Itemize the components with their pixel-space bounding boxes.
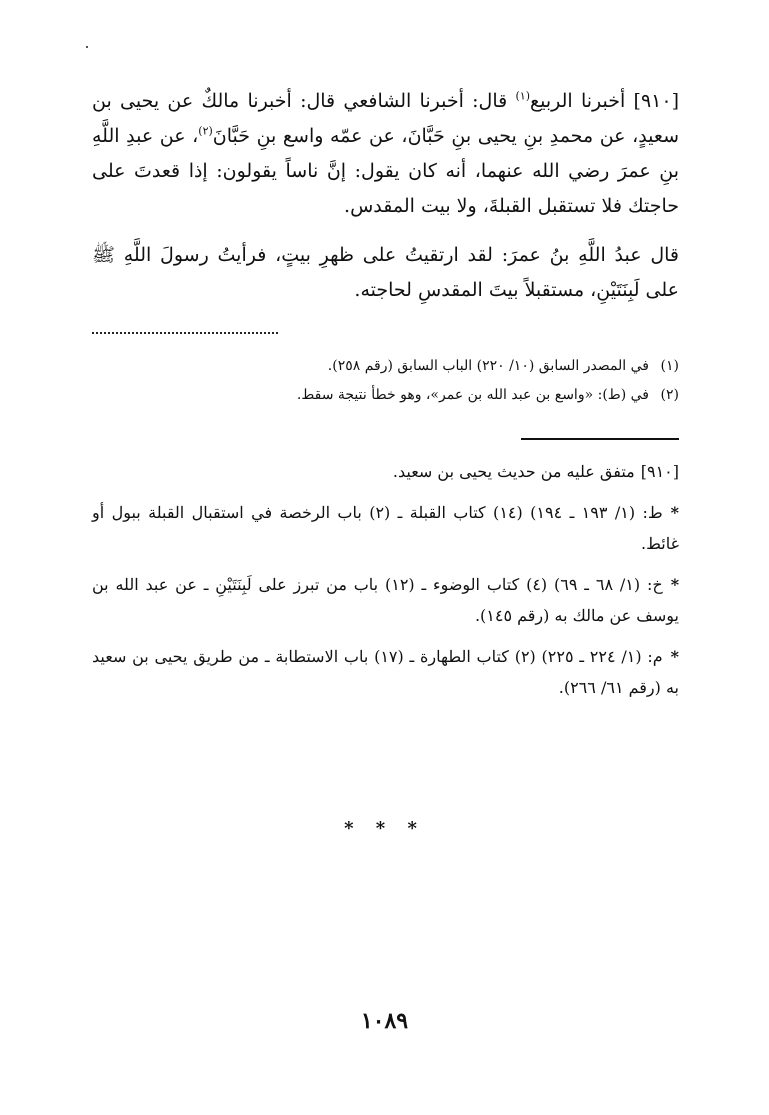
- hadith-paragraph-1: [92, 84, 679, 224]
- footnote-text: في (ط): «واسع بن عبد الله بن عمر»، وهو خطأ نتيجة سقط.: [296, 387, 649, 403]
- page-content: [92, 84, 679, 713]
- section-end-stars: * * *: [344, 818, 425, 839]
- page-number: ١٠٨٩: [360, 1008, 409, 1034]
- takhrij-separator: [521, 438, 679, 440]
- takhrij-section: [92, 456, 679, 703]
- hadith-text-part-2: قال: أخبرنا الشافعي قال: أخبرنا مالكٌ عن يحيى بن سعيدٍ، عن محمدِ بنِ يحيى بنِ حَبَّانَ، عن عمّه واسع بنِ حَبَّانَ: [92, 90, 680, 147]
- hadith-text-part-3: ، عن عبدِ اللَّهِ بنِ عمرَ رضي الله عنهما، أنه كان يقول: إنَّ ناساً يقولون: إذا قعدتَ على حاجتك فلا تستقبل القبلةَ، ولا بيت المقدس.: [92, 125, 679, 217]
- footnote-text: في المصدر السابق (١٠/ ٢٢٠) الباب السابق (رقم ٢٥٨).: [327, 358, 649, 374]
- takhrij-heading: [92, 456, 679, 487]
- hadith-paragraph-2: قال عبدُ اللَّهِ بنُ عمرَ: لقد ارتقيتُ على ظهرِ بيتٍ، فرأيتُ رسولَ اللَّهِ ﷺ على لَبِنَتَيْنِ، مستقبلاً بيتَ المقدسِ لحاجته.: [92, 244, 679, 301]
- star-bullet: *: [670, 503, 680, 522]
- footnote-separator: [92, 332, 278, 334]
- footnote-item: [92, 381, 679, 410]
- takhrij-item-text: م: (١/ ٢٢٤ ـ ٢٢٥) (٢) كتاب الطهارة ـ (١٧) باب الاستطابة ـ من طريق يحيى بن سعيد به (رقم ٦١/ ٢٦٦).: [92, 647, 679, 697]
- hadith-text-part-1: أخبرنا الربيع: [530, 90, 626, 112]
- footnote-ref-1: (١): [515, 89, 530, 103]
- footnote-ref-2: (٢): [198, 124, 213, 138]
- takhrij-item-text: ط: (١/ ١٩٣ ـ ١٩٤) (١٤) كتاب القبلة ـ (٢) باب الرخصة في استقبال القبلة ببول أو غائط.: [92, 503, 679, 553]
- takhrij-item: [92, 641, 679, 703]
- corner-mark: [86, 46, 88, 48]
- footnotes: [92, 352, 679, 410]
- star-bullet: *: [670, 575, 680, 594]
- footnote-number: (٢): [660, 387, 679, 403]
- hadith-number: [٩١٠]: [633, 90, 679, 112]
- star-bullet: *: [670, 647, 679, 666]
- takhrij-item-text: خ: (١/ ٦٨ ـ ٦٩) (٤) كتاب الوضوء ـ (١٢) باب من تبرز على لَبِنَتَيْنِ ـ عن عبد الله بن يوسف عن مالك به (رقم ١٤٥).: [92, 575, 679, 625]
- takhrij-heading-text: متفق عليه من حديث يحيى بن سعيد.: [392, 462, 635, 481]
- takhrij-item: [92, 497, 679, 559]
- footnote-item: [92, 352, 679, 381]
- takhrij-ref: [٩١٠]: [640, 462, 679, 481]
- takhrij-item: [92, 569, 679, 631]
- footnote-number: (١): [660, 358, 679, 374]
